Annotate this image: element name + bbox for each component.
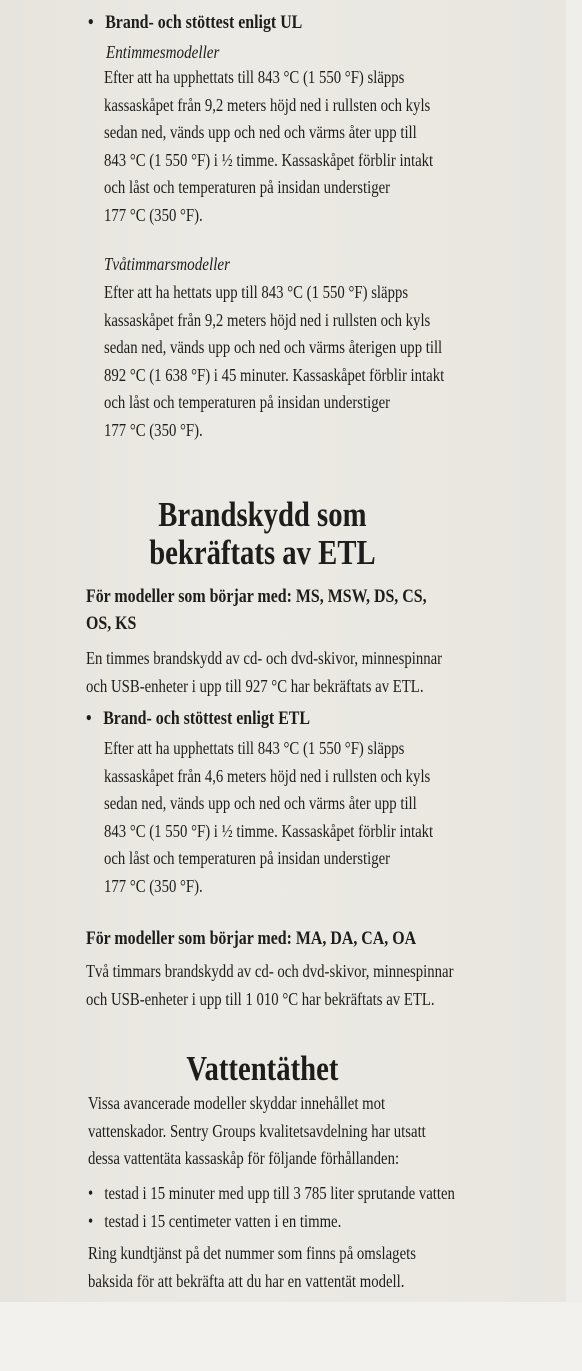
bullet-glyph: •: [88, 13, 94, 33]
paragraph-line: vattenskador. Sentry Groups kvalitetsavdelning har utsatt: [88, 1120, 426, 1141]
heading-line: För modeller som börjar med: MS, MSW, DS, CS,: [86, 587, 427, 607]
list-item-text: testad i 15 centimeter vatten i en timme.: [104, 1210, 342, 1231]
etl-test-paragraph: [104, 735, 433, 900]
paragraph-line: 843 °C (1 550 °F) i ½ timme. Kassaskåpet förblir intakt: [104, 149, 434, 170]
bullet-glyph: •: [88, 1210, 94, 1231]
paragraph-line: En timmes brandskydd av cd- och dvd-skivor, minnespinnar: [86, 648, 443, 668]
water-outro-paragraph: [88, 1240, 416, 1295]
water-intro-paragraph: [88, 1090, 426, 1173]
paragraph-line: Efter att ha upphettats till 843 °C (1 550 °F) släpps: [104, 738, 405, 758]
etl-group2-text: [86, 958, 454, 1013]
paragraph-line: 177 °C (350 °F).: [104, 204, 203, 225]
paragraph-line: Efter att ha hettats upp till 843 °C (1 550 °F) släpps: [104, 282, 409, 302]
two-hour-models-paragraph: [104, 279, 444, 444]
ul-test-heading: [88, 12, 302, 34]
bullet-glyph: •: [86, 709, 92, 729]
one-hour-models-subheading: Entimmesmodeller: [106, 42, 220, 62]
etl-test-heading: [86, 708, 310, 730]
paragraph-line: och låst och temperaturen på insidan understiger: [104, 177, 391, 197]
etl-group2-heading: För modeller som börjar med: MA, DA, CA, OA: [86, 929, 417, 949]
water-section-title: Vattentäthet: [186, 1049, 339, 1088]
paragraph-line: dessa vattentäta kassaskåp för följande förhållanden:: [88, 1148, 400, 1168]
ul-test-heading-text: Brand- och stöttest enligt UL: [105, 13, 303, 33]
paragraph-line: och USB-enheter i upp till 1 010 °C har bekräftats av ETL.: [86, 988, 435, 1009]
paragraph-line: Två timmars brandskydd av cd- och dvd-skivor, minnespinnar: [86, 961, 454, 981]
paragraph-line: sedan ned, vänds upp och ned och värms åter upp till: [104, 122, 417, 142]
page-margin: [0, 1302, 582, 1371]
paragraph-line: 177 °C (350 °F).: [104, 419, 203, 440]
bullet-glyph: •: [88, 1183, 94, 1203]
etl-test-heading-text: Brand- och stöttest enligt ETL: [103, 709, 311, 729]
paragraph-line: baksida för att bekräfta att du har en vattentät modell.: [88, 1270, 405, 1291]
paragraph-line: och USB-enheter i upp till 927 °C har bekräftats av ETL.: [86, 675, 424, 696]
paragraph-line: och låst och temperaturen på insidan understiger: [104, 392, 391, 412]
paragraph-line: kassaskåpet från 9,2 meters höjd ned i rullsten och kyls: [104, 94, 431, 115]
paragraph-line: 177 °C (350 °F).: [104, 875, 203, 896]
one-hour-models-paragraph: [104, 64, 433, 229]
two-hour-models-subheading: Tvåtimmarsmodeller: [104, 254, 230, 274]
etl-title-line: Brandskydd som: [158, 495, 367, 534]
paragraph-line: 892 °C (1 638 °F) i 45 minuter. Kassaskåpet förblir intakt: [104, 364, 445, 385]
etl-title-line: bekräftats av ETL: [149, 533, 376, 572]
heading-line: OS, KS: [86, 614, 137, 634]
paragraph-line: sedan ned, vänds upp och ned och värms återigen upp till: [104, 337, 443, 357]
paragraph-line: kassaskåpet från 9,2 meters höjd ned i rullsten och kyls: [104, 309, 431, 330]
list-item: [88, 1180, 455, 1208]
paragraph-line: kassaskåpet från 4,6 meters höjd ned i rullsten och kyls: [104, 765, 431, 786]
paragraph-line: 843 °C (1 550 °F) i ½ timme. Kassaskåpet förblir intakt: [104, 820, 434, 841]
list-item-text: testad i 15 minuter med upp till 3 785 liter sprutande vatten: [104, 1183, 455, 1203]
etl-group1-heading: [86, 584, 427, 638]
paragraph-line: Efter att ha upphettats till 843 °C (1 550 °F) släpps: [104, 67, 405, 87]
water-test-list: [88, 1180, 455, 1235]
paragraph-line: Vissa avancerade modeller skyddar innehållet mot: [88, 1093, 386, 1113]
paragraph-line: sedan ned, vänds upp och ned och värms åter upp till: [104, 793, 417, 813]
etl-section-title: [0, 496, 525, 572]
list-item: [88, 1208, 455, 1236]
etl-group1-text: [86, 645, 442, 700]
paragraph-line: Ring kundtjänst på det nummer som finns på omslagets: [88, 1243, 416, 1263]
paragraph-line: och låst och temperaturen på insidan understiger: [104, 848, 391, 868]
